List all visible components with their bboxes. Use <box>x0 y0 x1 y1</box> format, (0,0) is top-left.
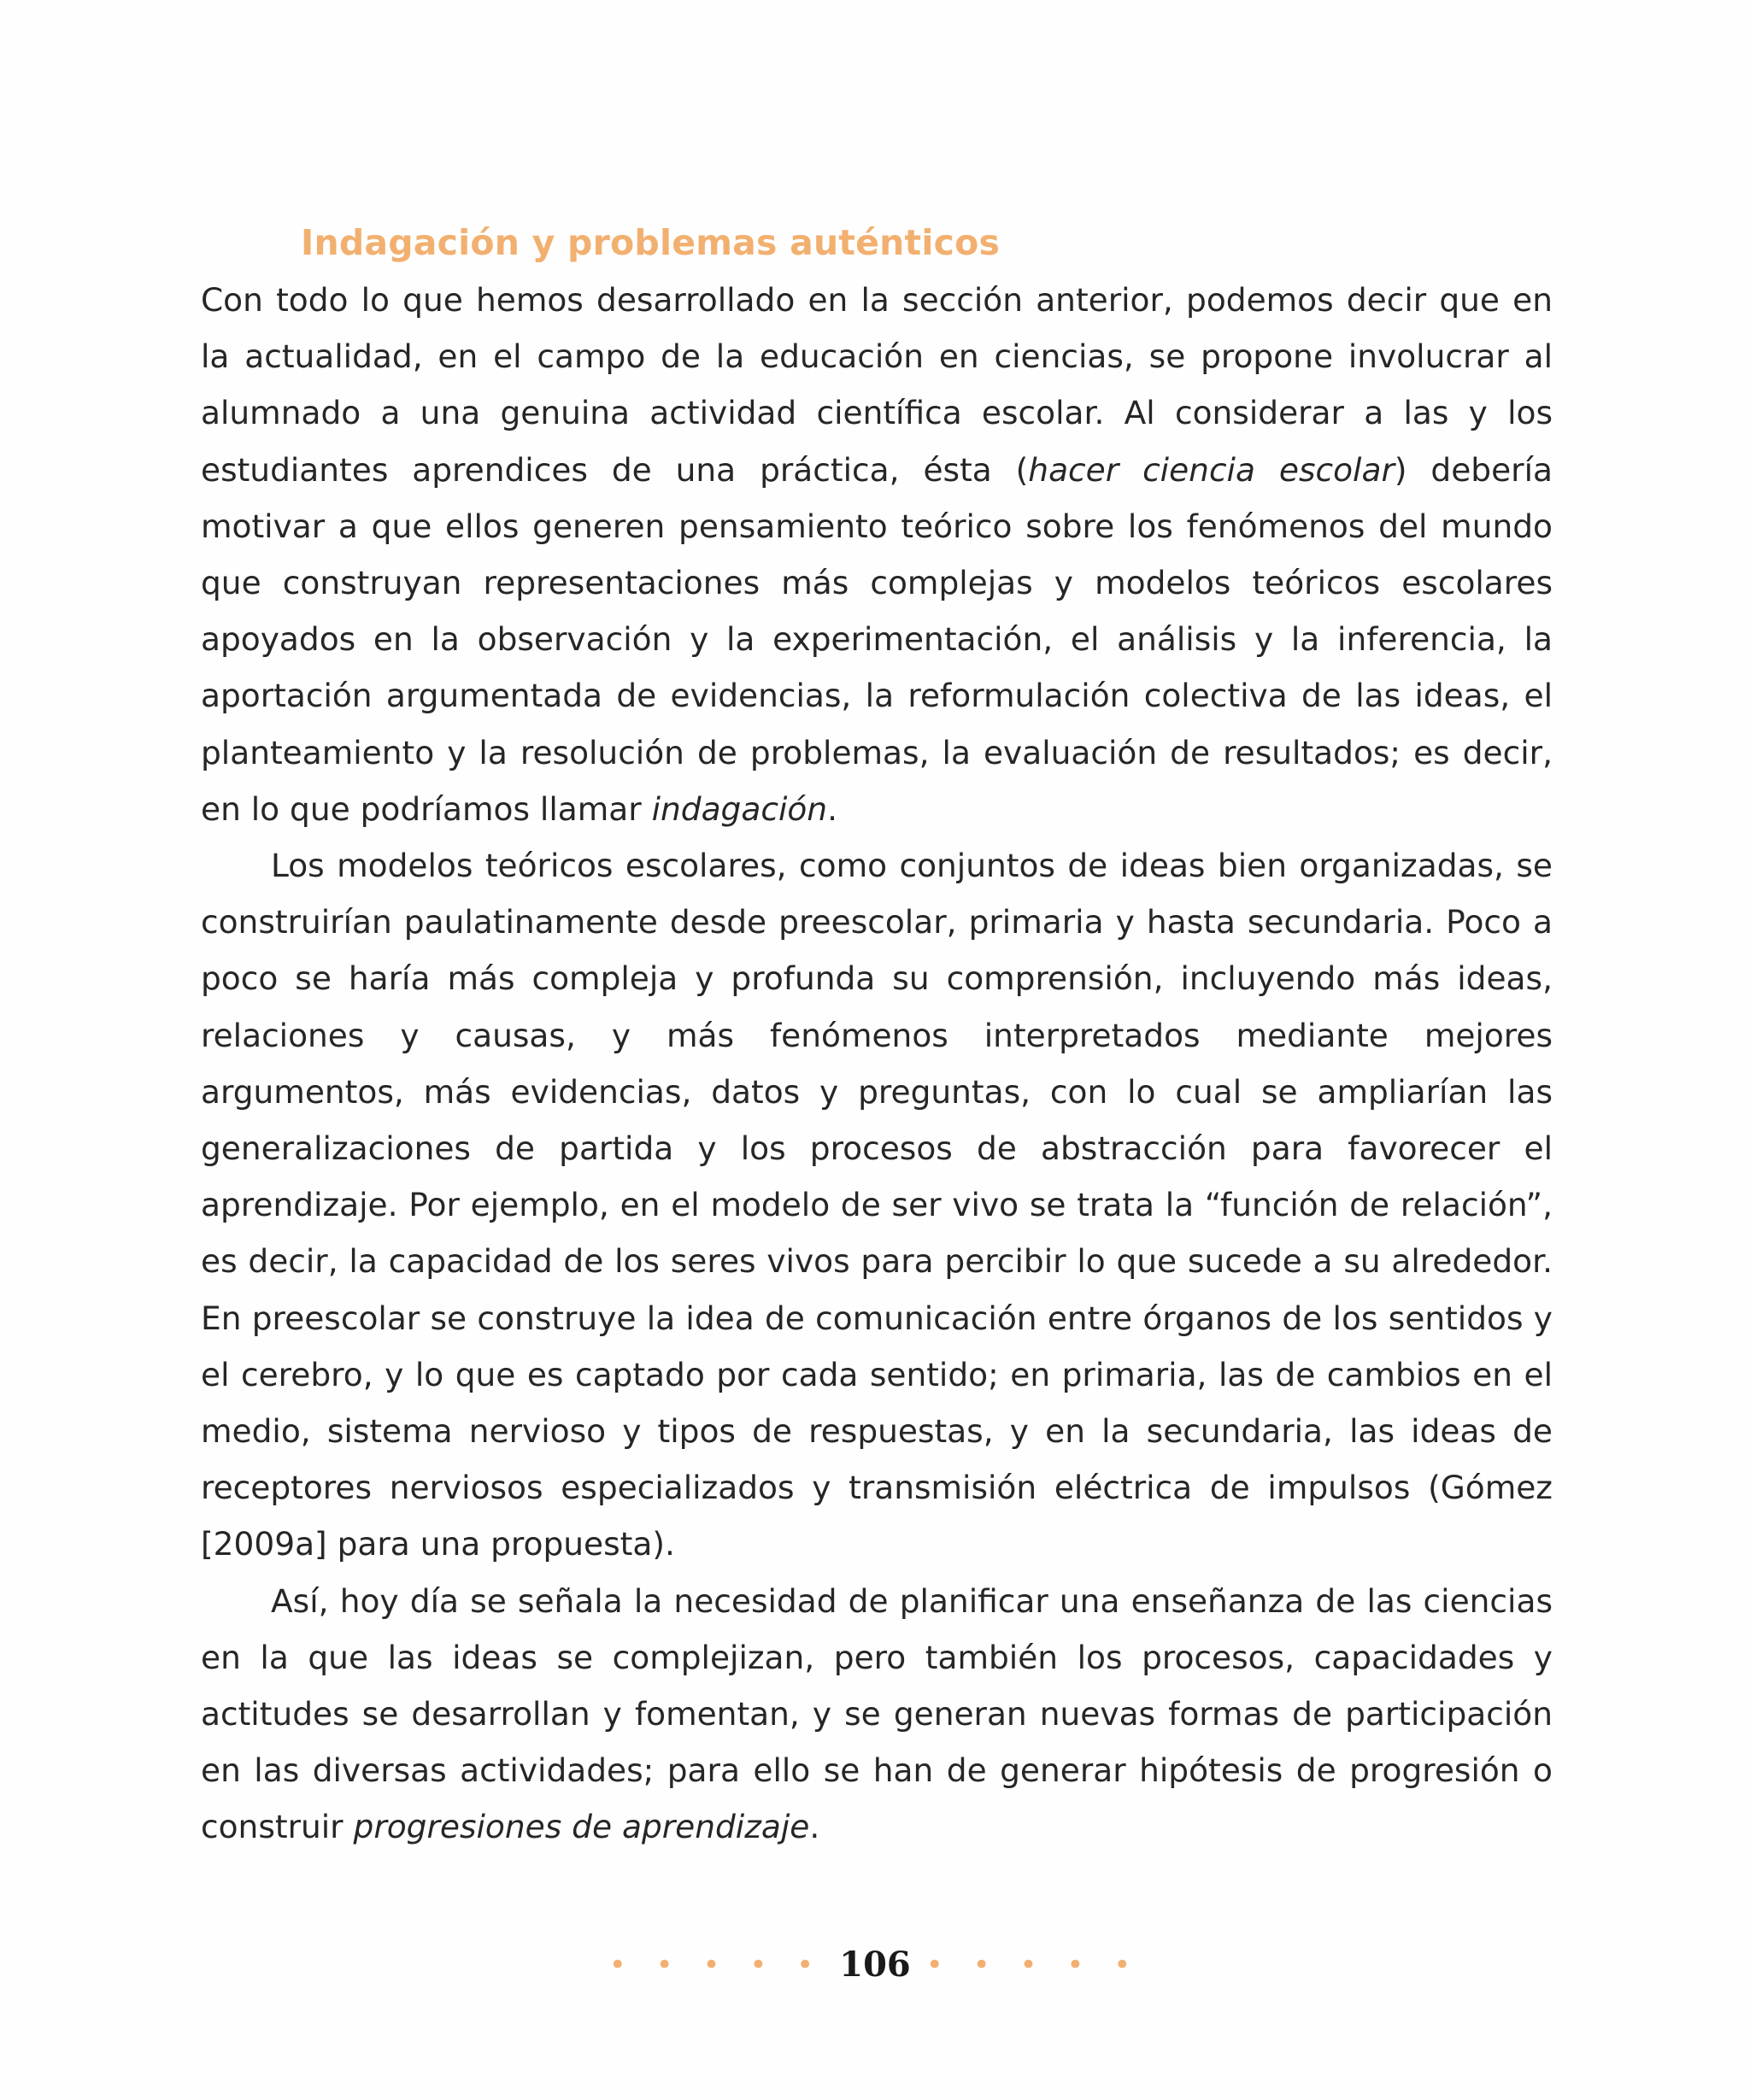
italic-term-hacer-ciencia-escolar: hacer ciencia escolar <box>1028 450 1395 489</box>
decorative-dots-right: • • • • • <box>925 1948 1142 1982</box>
italic-term-progresiones-de-aprendizaje: progresiones de aprendizaje <box>353 1808 810 1846</box>
decorative-dots-left: • • • • • <box>608 1948 825 1982</box>
italic-term-indagacion: indagación <box>651 789 828 828</box>
paragraph-3: Así, hoy día se señala la necesidad de planificar una enseñanza de las ciencias en la que las ideas se complejizan, pero también los procesos, capacidades y actitudes se desarrollan y fomentan, y se generan nuevas formas de participación en las diversas actividades; para ello se han de generar hipótesis de progresión o construir progresiones de aprendizaje. <box>201 1581 1553 1846</box>
section-heading: Indagación y problemas auténticos <box>301 222 1001 263</box>
paragraph-1: Con todo lo que hemos desarrollado en la sección anterior, podemos decir que en la actualidad, en el campo de la educación en ciencias, se propone involucrar al alumnado a una genuina actividad científica escolar. Al considerar a las y los estudiantes aprendices de una práctica, ésta (hacer ciencia escolar) debería motivar a que ellos generen pensamiento teórico sobre los fenómenos del mundo que construyan representaciones más complejas y modelos teóricos escolares apoyados en la observación y la experimentación, el análisis y la inferencia, la aportación argumentada de evidencias, la reformulación colectiva de las ideas, el planteamiento y la resolución de problemas, la evaluación de resultados; es decir, en lo que podríamos llamar indagación. <box>201 281 1553 828</box>
body-text <box>201 272 1553 1856</box>
paragraph-2: Los modelos teóricos escolares, como conjuntos de ideas bien organizadas, se construirían paulatinamente desde preescolar, primaria y hasta secundaria. Poco a poco se haría más compleja y profunda su comprensión, incluyendo más ideas, relaciones y causas, y más fenómenos interpretados mediante mejores argumentos, más evidencias, datos y preguntas, con lo cual se ampliarían las generalizaciones de partida y los procesos de abstracción para favorecer el aprendizaje. Por ejemplo, en el modelo de ser vivo se trata la “función de relación”, es decir, la capacidad de los seres vivos para percibir lo que sucede a su alrededor. En preescolar se construye la idea de comunicación entre órganos de los sentidos y el cerebro, y lo que es captado por cada sentido; en primaria, las de cambios en el medio, sistema nervioso y tipos de respuestas, y en la secundaria, las ideas de receptores nerviosos especializados y transmisión eléctrica de impulsos (Gómez [2009a] para una propuesta). <box>201 847 1553 1563</box>
page-number: 106 <box>839 1945 911 1985</box>
page-footer <box>0 1939 1750 1991</box>
